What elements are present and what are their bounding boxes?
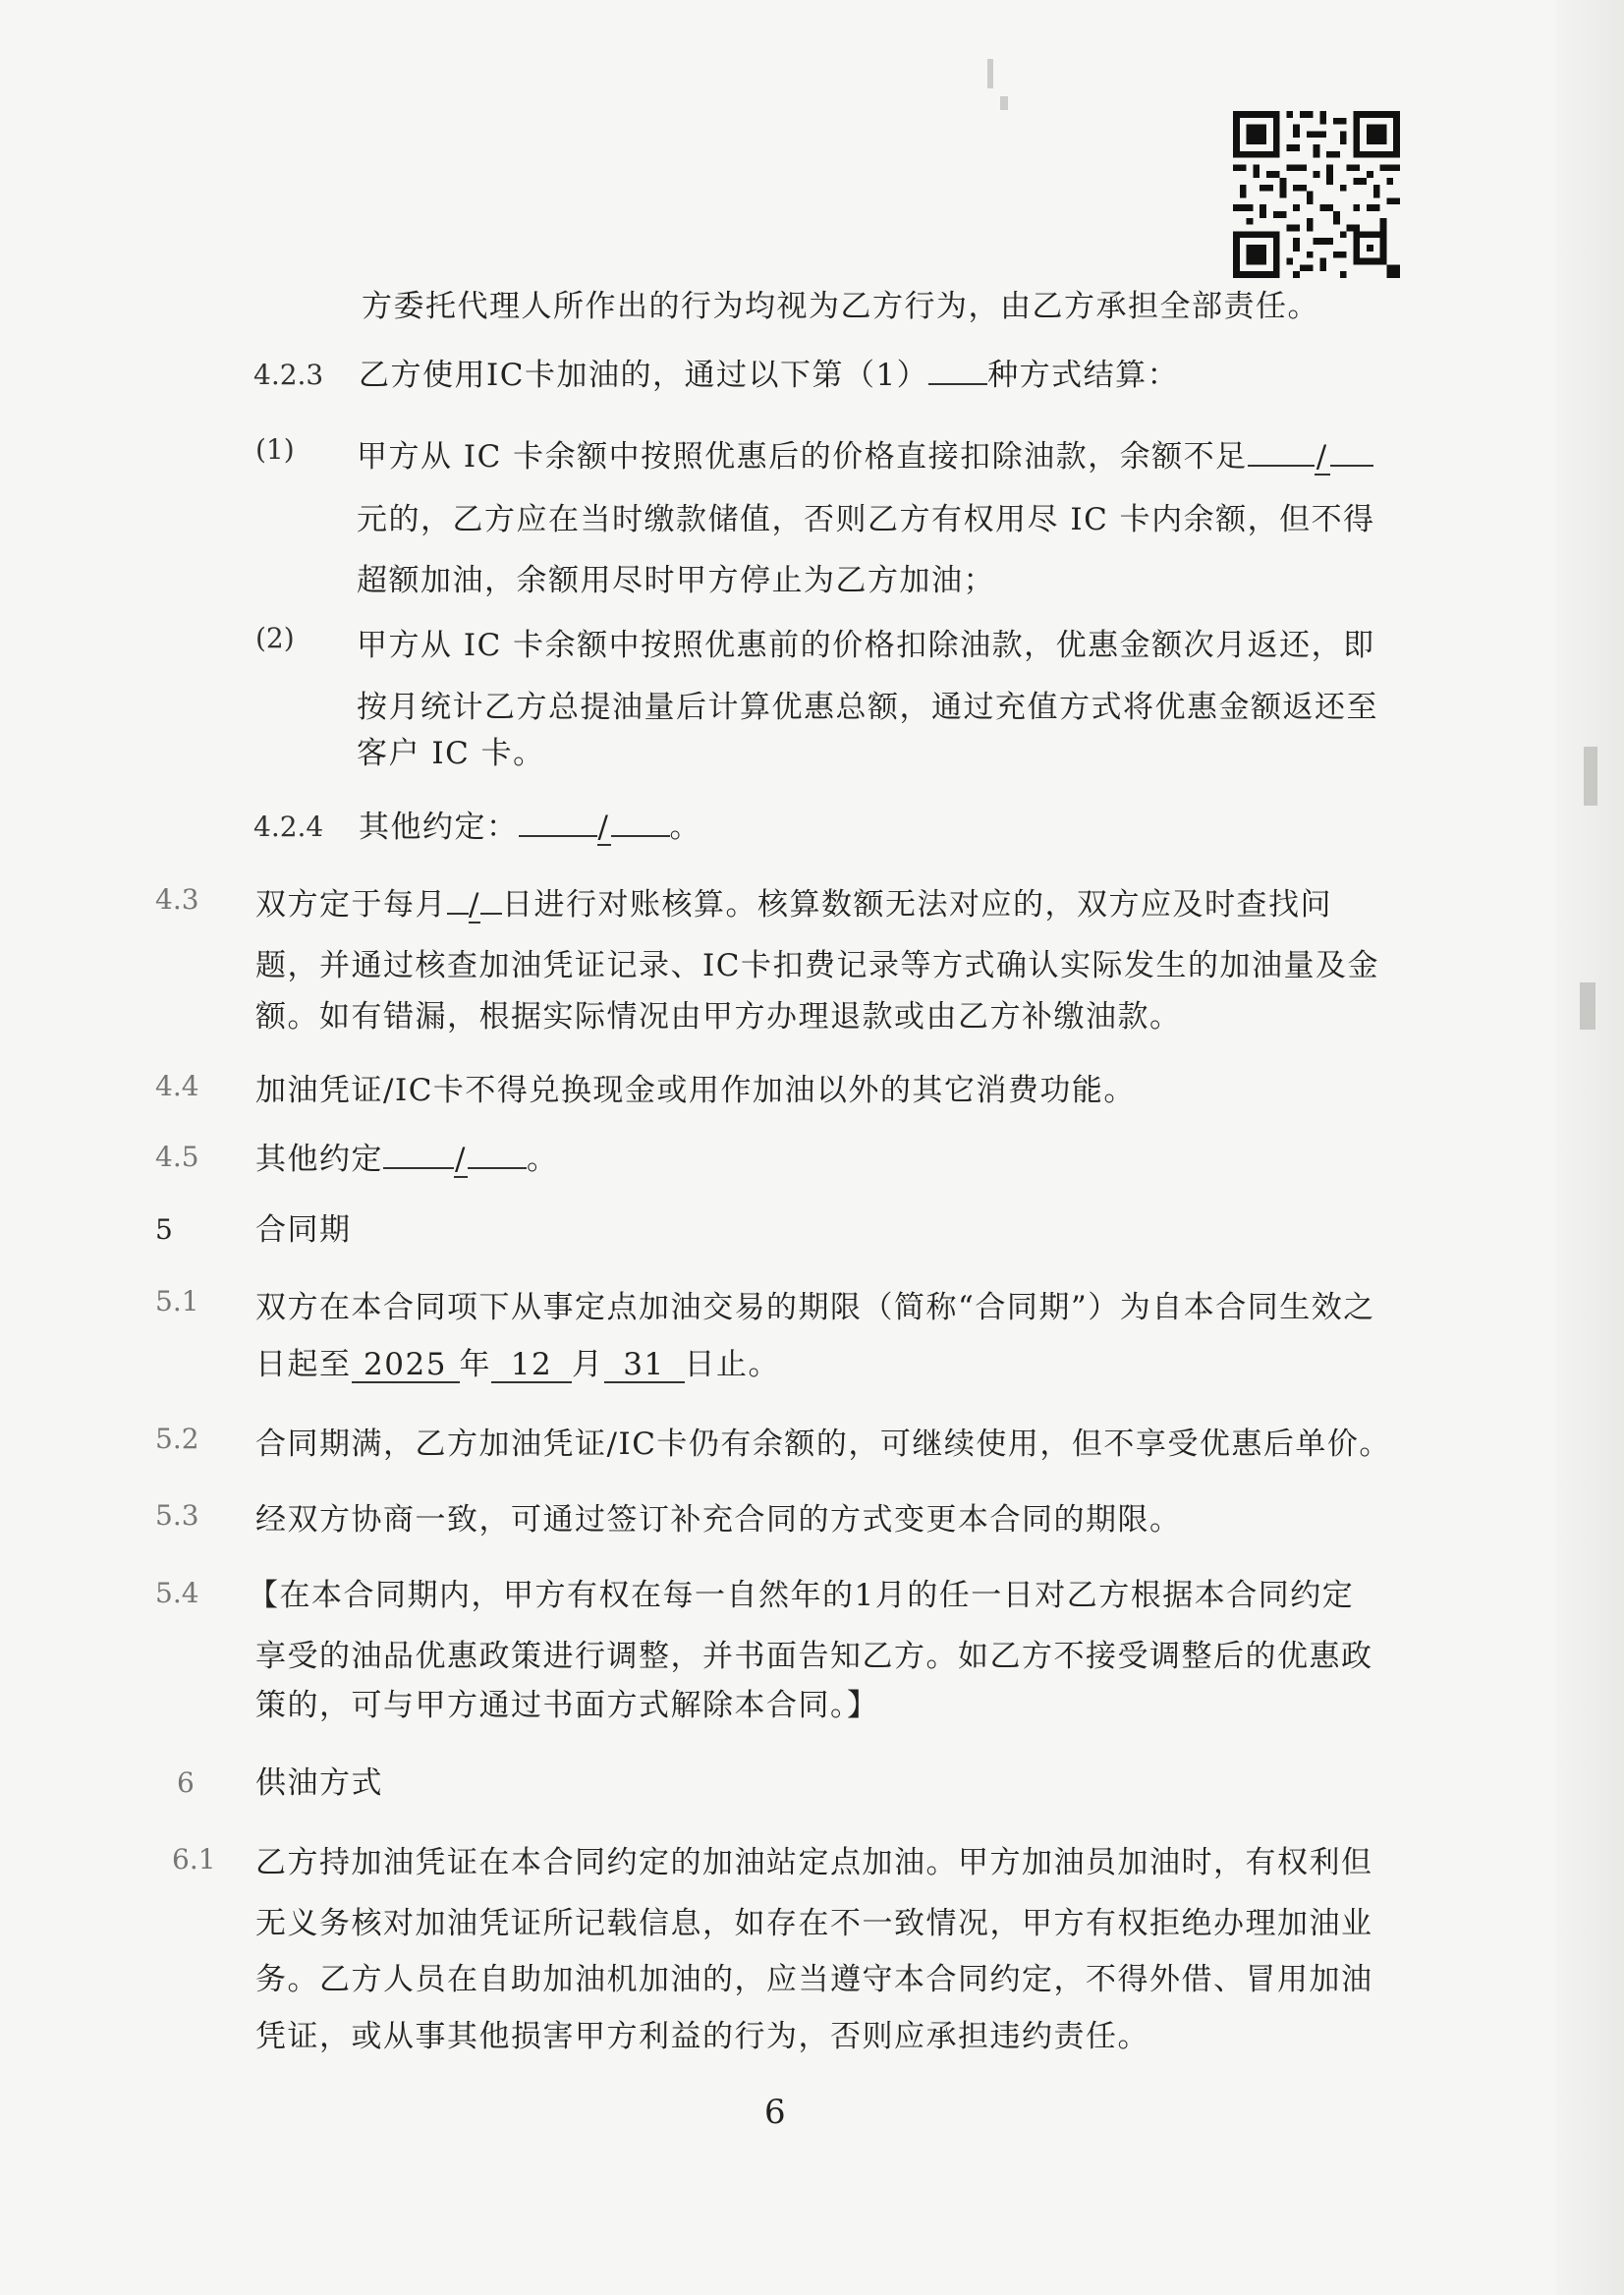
clause-number: 4.5 bbox=[155, 1141, 199, 1173]
fill-blank bbox=[480, 913, 502, 915]
fill-blank bbox=[1330, 465, 1373, 467]
fill-blank: / bbox=[1315, 440, 1330, 476]
text-line: 双方在本合同项下从事定点加油交易的期限（简称“合同期”）为自本合同生效之 bbox=[255, 1290, 1375, 1325]
clause-number: 5.3 bbox=[155, 1499, 199, 1532]
fill-blank: / bbox=[597, 810, 610, 845]
text-segment: 日起至 bbox=[255, 1347, 352, 1382]
clause-number: 4.4 bbox=[155, 1070, 199, 1102]
text-line: 【在本合同期内，甲方有权在每一自然年的1月的任一日对乙方根据本合同约定 bbox=[248, 1578, 1355, 1613]
fill-blank: 31 bbox=[604, 1348, 685, 1383]
fill-blank bbox=[383, 1167, 454, 1169]
text-line: 按月统计乙方总提油量后计算优惠总额，通过充值方式将优惠金额返还至 bbox=[357, 690, 1378, 725]
text-segment: 日止。 bbox=[684, 1347, 780, 1382]
item-number: (2) bbox=[255, 622, 295, 654]
fill-blank: 12 bbox=[491, 1348, 572, 1383]
section-number: 5 bbox=[155, 1213, 173, 1246]
clause-number: 5.2 bbox=[155, 1423, 199, 1455]
fill-blank: / bbox=[455, 1142, 467, 1177]
section-number: 6 bbox=[177, 1766, 195, 1799]
clause-number: 5.1 bbox=[155, 1285, 199, 1317]
text-segment: 。 bbox=[527, 1142, 559, 1177]
text-line bbox=[255, 885, 1332, 924]
text-line: 务。乙方人员在自助加油机加油的，应当遵守本合同约定，不得外借、冒用加油 bbox=[255, 1962, 1373, 1997]
text-line: 甲方从 IC 卡余额中按照优惠前的价格扣除油款，优惠金额次月返还，即 bbox=[357, 628, 1375, 663]
text-line: 无义务核对加油凭证所记载信息，如存在不一致情况，甲方有权拒绝办理加油业 bbox=[255, 1906, 1373, 1941]
text-line: 方委托代理人所作出的行为均视为乙方行为，由乙方承担全部责任。 bbox=[362, 289, 1319, 324]
text-line bbox=[357, 437, 1373, 476]
text-segment: 双方定于每月 bbox=[255, 887, 447, 923]
text-line: 合同期满，乙方加油凭证/IC卡仍有余额的，可继续使用，但不享受优惠后单价。 bbox=[255, 1427, 1391, 1462]
text-line bbox=[255, 1140, 559, 1179]
fill-blank bbox=[519, 835, 597, 837]
scan-mark bbox=[1580, 982, 1596, 1030]
scan-mark bbox=[1000, 96, 1008, 110]
text-line: 题，并通过核查加油凭证记录、IC卡扣费记录等方式确认实际发生的加油量及金 bbox=[255, 948, 1379, 983]
clause-number: 4.2.3 bbox=[253, 359, 324, 391]
fill-blank bbox=[468, 1167, 527, 1169]
text-line: 超额加油，余额用尽时甲方停止为乙方加油； bbox=[357, 563, 995, 598]
text-segment: 种方式结算： bbox=[987, 358, 1180, 393]
text-segment: 甲方从 IC 卡余额中按照优惠后的价格直接扣除油款，余额不足 bbox=[357, 439, 1248, 475]
text-segment: 其他约定 bbox=[255, 1142, 383, 1177]
scan-mark bbox=[987, 59, 993, 88]
section-heading: 供油方式 bbox=[255, 1765, 383, 1801]
scan-edge-shadow bbox=[1555, 0, 1624, 2295]
text-line: 策的，可与甲方通过书面方式解除本合同。】 bbox=[255, 1688, 879, 1723]
text-line bbox=[359, 808, 701, 847]
text-line: 凭证，或从事其他损害甲方利益的行为，否则应承担违约责任。 bbox=[255, 2019, 1149, 2054]
scan-mark bbox=[1584, 747, 1597, 806]
text-line: 额。如有错漏，根据实际情况由甲方办理退款或由乙方补缴油款。 bbox=[255, 999, 1182, 1035]
section-heading: 合同期 bbox=[255, 1212, 352, 1248]
qr-code-icon bbox=[1233, 110, 1400, 279]
text-line: 加油凭证/IC卡不得兑换现金或用作加油以外的其它消费功能。 bbox=[255, 1073, 1136, 1108]
text-segment: 其他约定： bbox=[359, 810, 519, 845]
fill-blank bbox=[1248, 465, 1315, 467]
text-segment: 日进行对账核算。核算数额无法对应的，双方应及时查找问 bbox=[502, 887, 1332, 923]
clause-number: 6.1 bbox=[172, 1843, 216, 1875]
text-line: 客户 IC 卡。 bbox=[357, 736, 545, 771]
text-line: 享受的油品优惠政策进行调整，并书面告知乙方。如乙方不接受调整后的优惠政 bbox=[255, 1639, 1373, 1674]
fill-blank: / bbox=[469, 887, 480, 923]
clause-number: 4.3 bbox=[155, 883, 199, 916]
fill-blank bbox=[611, 835, 670, 837]
page-number: 6 bbox=[764, 2093, 786, 2132]
text-segment: 乙方使用IC卡加油的，通过以下第（1） bbox=[359, 358, 929, 393]
clause-number: 4.2.4 bbox=[253, 811, 324, 843]
text-line: 经双方协商一致，可通过签订补充合同的方式变更本合同的期限。 bbox=[255, 1502, 1182, 1538]
fill-blank: 2025 bbox=[352, 1348, 460, 1383]
text-segment: 。 bbox=[669, 810, 701, 845]
fill-blank bbox=[447, 913, 469, 915]
text-line: 元的，乙方应在当时缴款储值，否则乙方有权用尽 IC 卡内余额，但不得 bbox=[357, 502, 1375, 537]
text-line: 乙方持加油凭证在本合同约定的加油站定点加油。甲方加油员加油时，有权利但 bbox=[255, 1845, 1373, 1880]
text-segment: 月 bbox=[572, 1347, 604, 1382]
text-line bbox=[359, 356, 1179, 395]
item-number: (1) bbox=[255, 433, 295, 466]
fill-blank bbox=[928, 383, 987, 385]
text-segment: 年 bbox=[459, 1347, 491, 1382]
text-line bbox=[255, 1345, 780, 1384]
clause-number: 5.4 bbox=[155, 1577, 199, 1609]
